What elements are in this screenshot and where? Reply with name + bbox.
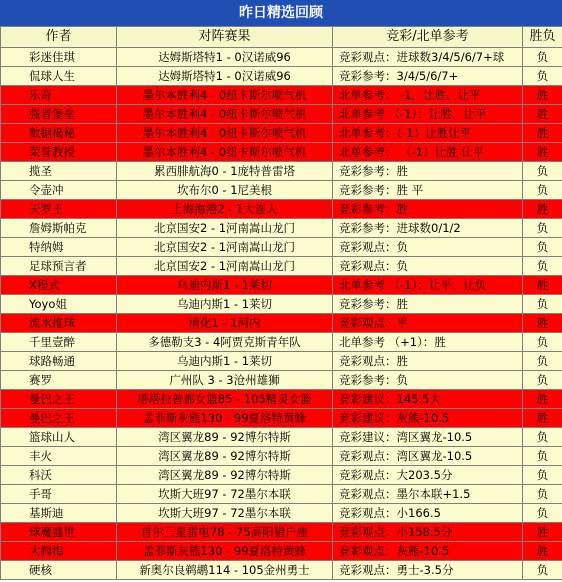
result-cell: 胜 bbox=[523, 124, 562, 143]
author-cell: 千里壹醉 bbox=[1, 333, 117, 352]
result-cell: 胜 bbox=[523, 276, 562, 295]
match-cell: 首尔三星雷电78 - 75高阳猎户座 bbox=[117, 523, 333, 542]
result-cell: 负 bbox=[523, 295, 562, 314]
result-cell: 胜 bbox=[523, 200, 562, 219]
result-cell: 胜 bbox=[523, 314, 562, 333]
match-cell: 坎布尔0 - 1尼美根 bbox=[117, 181, 333, 200]
table-header-row bbox=[1, 27, 562, 48]
author-cell: 流水推球 bbox=[1, 314, 117, 333]
tip-cell: 北单参考 （+1）：胜 bbox=[333, 333, 523, 352]
tip-cell: 竞彩参考：负 bbox=[333, 371, 523, 390]
result-cell: 胜 bbox=[523, 86, 562, 105]
match-cell: 北京国安2 - 1河南嵩山龙门 bbox=[117, 238, 333, 257]
table-row bbox=[1, 371, 562, 390]
match-cell: 达姆斯塔特1 - 0汉诺威96 bbox=[117, 48, 333, 67]
tip-cell: 北单参考： -1，让胜、让平 bbox=[333, 86, 523, 105]
result-cell: 负 bbox=[523, 371, 562, 390]
table-row bbox=[1, 200, 562, 219]
result-cell: 负 bbox=[523, 48, 562, 67]
result-cell: 负 bbox=[523, 428, 562, 447]
author-cell: 强者堡垒 bbox=[1, 105, 117, 124]
author-cell: 揽圣 bbox=[1, 162, 117, 181]
match-cell: 湾区翼龙89 - 92博尔特斯 bbox=[117, 466, 333, 485]
author-cell: 令壶冲 bbox=[1, 181, 117, 200]
table-row bbox=[1, 409, 562, 428]
table-row bbox=[1, 238, 562, 257]
match-cell: 乌迪内斯1 - 1莱切 bbox=[117, 276, 333, 295]
result-cell: 胜 bbox=[523, 390, 562, 409]
tip-cell: 北单参考：（-1）让胜让平 bbox=[333, 124, 523, 143]
match-cell: 新奥尔良鹈鹕114 - 105金州勇士 bbox=[117, 561, 333, 580]
table-row bbox=[1, 162, 562, 181]
tip-cell: 竞彩观点：勇士-3.5分 bbox=[333, 561, 523, 580]
match-cell: 塔塔拉普都女篮85 - 105精灵女篮 bbox=[117, 390, 333, 409]
match-cell: 北京国安2 - 1河南嵩山龙门 bbox=[117, 219, 333, 238]
author-cell: 球路畅通 bbox=[1, 352, 117, 371]
result-cell: 胜 bbox=[523, 542, 562, 561]
match-cell: 上海海港2 - 1大连人 bbox=[117, 200, 333, 219]
author-cell: 詹姆斯帕克 bbox=[1, 219, 117, 238]
header-match: 对阵赛果 bbox=[117, 27, 333, 48]
match-cell: 乌迪内斯1 - 1莱切 bbox=[117, 295, 333, 314]
header-result: 胜负 bbox=[523, 27, 562, 48]
table-row bbox=[1, 219, 562, 238]
tip-cell: 竞彩观点：大203.5分 bbox=[333, 466, 523, 485]
match-cell: 坎斯大班97 - 72墨尔本联 bbox=[117, 485, 333, 504]
author-cell: 篮球山人 bbox=[1, 428, 117, 447]
author-cell: 荣誉教授 bbox=[1, 143, 117, 162]
author-cell: 丰火 bbox=[1, 447, 117, 466]
tip-cell: 北单参考 （-1）：让胜、让平 bbox=[333, 105, 523, 124]
match-cell: 湾区翼龙89 - 92博尔特斯 bbox=[117, 428, 333, 447]
author-cell: 特纳姆 bbox=[1, 238, 117, 257]
result-cell: 负 bbox=[523, 485, 562, 504]
match-cell: 墨尔本胜利4 - 0纽卡斯尔喷气机 bbox=[117, 86, 333, 105]
result-cell: 胜 bbox=[523, 105, 562, 124]
table-row bbox=[1, 86, 562, 105]
table-row bbox=[1, 390, 562, 409]
author-cell: 曼巴之王 bbox=[1, 409, 117, 428]
table-row bbox=[1, 48, 562, 67]
result-cell: 负 bbox=[523, 219, 562, 238]
match-cell: 墨尔本胜利4 - 0纽卡斯尔喷气机 bbox=[117, 124, 333, 143]
result-cell: 负 bbox=[523, 561, 562, 580]
author-cell: 硬核 bbox=[1, 561, 117, 580]
author-cell: 数据揭秘 bbox=[1, 124, 117, 143]
table-row bbox=[1, 143, 562, 162]
header-tip: 竞彩/北单参考 bbox=[333, 27, 523, 48]
table-row bbox=[1, 314, 562, 333]
table-row bbox=[1, 428, 562, 447]
match-cell: 墨尔本胜利4 - 0纽卡斯尔喷气机 bbox=[117, 143, 333, 162]
table-row bbox=[1, 124, 562, 143]
author-cell: 乐奇 bbox=[1, 86, 117, 105]
author-cell: 科沃 bbox=[1, 466, 117, 485]
header-author: 作者 bbox=[1, 27, 117, 48]
tip-cell: 竞彩观点：负 bbox=[333, 238, 523, 257]
tip-cell: 竞彩建议：湾区翼龙-10.5 bbox=[333, 428, 523, 447]
result-cell: 负 bbox=[523, 257, 562, 276]
result-cell: 胜 bbox=[523, 523, 562, 542]
tip-cell: 竞彩观点：墨尔本联+1.5 bbox=[333, 485, 523, 504]
tip-cell: 北单参考： （-1）让胜 让平 bbox=[333, 143, 523, 162]
tip-cell: 竞彩观点：胜 bbox=[333, 352, 523, 371]
result-cell: 胜 bbox=[523, 143, 562, 162]
tip-cell: 北单参考 （-1）：让平、让负 bbox=[333, 276, 523, 295]
result-cell: 负 bbox=[523, 447, 562, 466]
match-cell: 北京国安2 - 1河南嵩山龙门 bbox=[117, 257, 333, 276]
result-cell: 负 bbox=[523, 67, 562, 86]
table-row bbox=[1, 542, 562, 561]
table-row bbox=[1, 333, 562, 352]
author-cell: 赛罗 bbox=[1, 371, 117, 390]
tip-cell: 竞彩观点：平 bbox=[333, 314, 523, 333]
table-row bbox=[1, 67, 562, 86]
author-cell: 曼巴之王 bbox=[1, 390, 117, 409]
match-cell: 孟菲斯灰熊130 - 99夏洛特黄蜂 bbox=[117, 542, 333, 561]
match-cell: 清化1 - 1河内 bbox=[117, 314, 333, 333]
tip-cell: 竞彩观点：进球数3/4/5/6/7+球 bbox=[333, 48, 523, 67]
tip-cell: 竞彩参考：胜 平 bbox=[333, 181, 523, 200]
tip-cell: 竞彩观点：小166.5 bbox=[333, 504, 523, 523]
tip-cell: 竞彩建议：145.5大 bbox=[333, 390, 523, 409]
table-row bbox=[1, 257, 562, 276]
author-cell: 基斯迪 bbox=[1, 504, 117, 523]
match-cell: 累西腓航海0 - 1庞特普雷塔 bbox=[117, 162, 333, 181]
table-row bbox=[1, 485, 562, 504]
tip-cell: 竞彩参考：胜 bbox=[333, 295, 523, 314]
match-cell: 湾区翼龙89 - 92博尔特斯 bbox=[117, 447, 333, 466]
page-title: 昨日精选回顾 bbox=[0, 0, 562, 26]
table-row bbox=[1, 181, 562, 200]
result-cell: 负 bbox=[523, 333, 562, 352]
tip-cell: 竞彩观点：湾区翼龙-10.5 bbox=[333, 447, 523, 466]
match-cell: 多德勒支3 - 4阿贾克斯青年队 bbox=[117, 333, 333, 352]
result-cell: 负 bbox=[523, 504, 562, 523]
match-cell: 达姆斯塔特1 - 0汉诺威96 bbox=[117, 67, 333, 86]
author-cell: 足球预言者 bbox=[1, 257, 117, 276]
match-cell: 广州队 3 - 3沧州雄狮 bbox=[117, 371, 333, 390]
match-cell: 孟菲斯灰熊130 - 99夏洛特黄蜂 bbox=[117, 409, 333, 428]
tip-cell: 竞彩观点：灰熊-10.5 bbox=[333, 542, 523, 561]
result-cell: 胜 bbox=[523, 409, 562, 428]
table-row bbox=[1, 295, 562, 314]
table-row bbox=[1, 504, 562, 523]
table-row bbox=[1, 447, 562, 466]
result-cell: 负 bbox=[523, 352, 562, 371]
tip-cell: 竞彩观点：小158.5分 bbox=[333, 523, 523, 542]
table-row bbox=[1, 352, 562, 371]
result-cell: 负 bbox=[523, 162, 562, 181]
author-cell: Yoyo姐 bbox=[1, 295, 117, 314]
table-row bbox=[1, 561, 562, 580]
result-cell: 负 bbox=[523, 238, 562, 257]
tip-cell: 竞彩参考：胜 bbox=[333, 200, 523, 219]
review-table bbox=[0, 26, 562, 580]
author-cell: X程式 bbox=[1, 276, 117, 295]
tip-cell: 竞彩参考：进球数0/1/2 bbox=[333, 219, 523, 238]
tip-cell: 竞彩参考：胜 bbox=[333, 162, 523, 181]
tip-cell: 竞彩参考：3/4/5/6/7+ bbox=[333, 67, 523, 86]
table-row bbox=[1, 466, 562, 485]
tip-cell: 竞彩建议：灰熊-10.5 bbox=[333, 409, 523, 428]
table-row bbox=[1, 105, 562, 124]
author-cell: 手哥 bbox=[1, 485, 117, 504]
table-row bbox=[1, 276, 562, 295]
result-cell: 负 bbox=[523, 181, 562, 200]
author-cell: 大拇指 bbox=[1, 542, 117, 561]
result-cell: 负 bbox=[523, 466, 562, 485]
match-cell: 墨尔本胜利4 - 0纽卡斯尔喷气机 bbox=[117, 105, 333, 124]
match-cell: 乌迪内斯1 - 1莱切 bbox=[117, 352, 333, 371]
author-cell: 侃球人生 bbox=[1, 67, 117, 86]
match-cell: 坎斯大班97 - 72墨尔本联 bbox=[117, 504, 333, 523]
table-row bbox=[1, 523, 562, 542]
author-cell: 天罗王 bbox=[1, 200, 117, 219]
author-cell: 彩迷佳琪 bbox=[1, 48, 117, 67]
tip-cell: 竞彩观点：负 bbox=[333, 257, 523, 276]
author-cell: 球魔盛世 bbox=[1, 523, 117, 542]
